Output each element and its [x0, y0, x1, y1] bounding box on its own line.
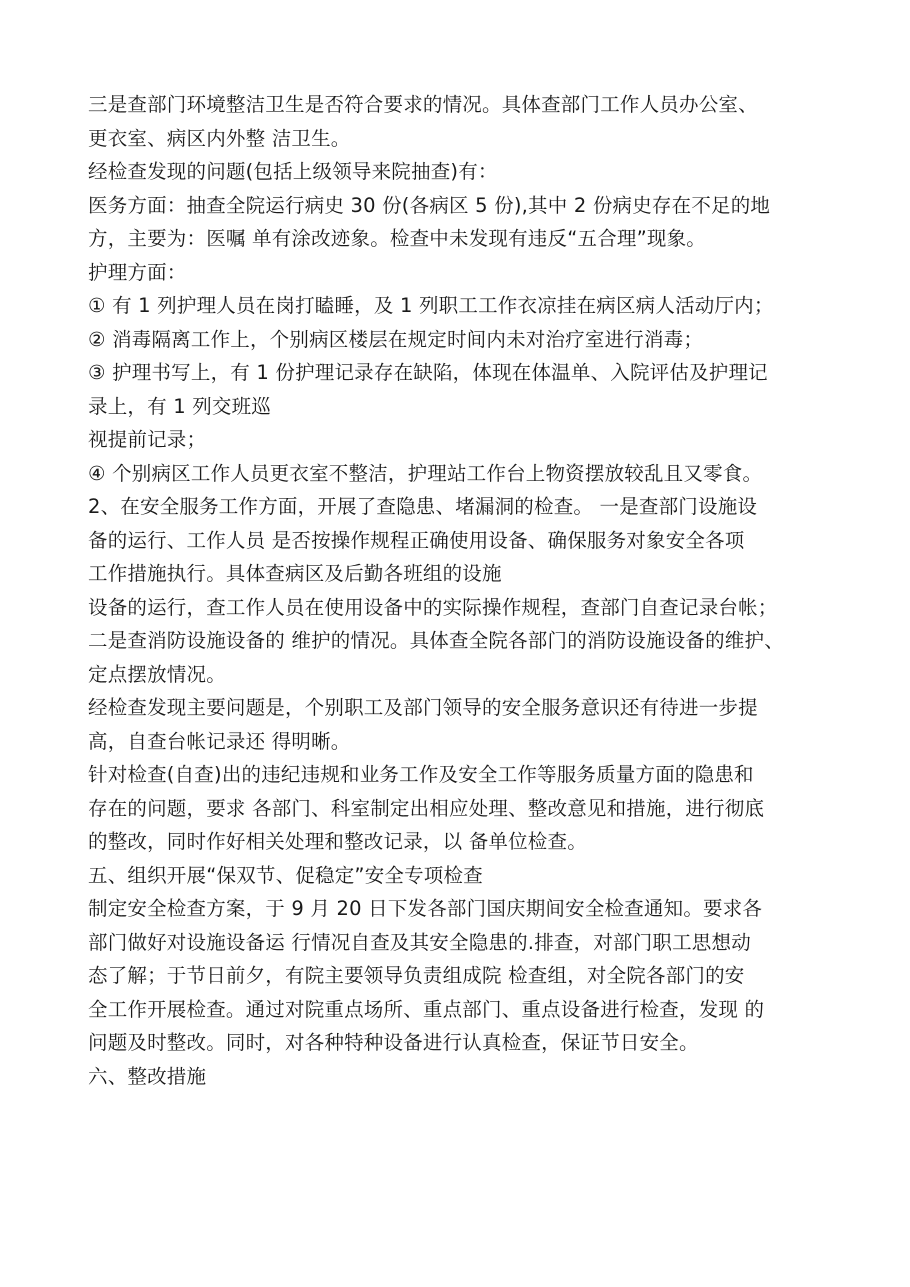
- text-line: ③ 护理书写上，有 1 份护理记录存在缺陷，体现在体温单、入院评估及护理记: [88, 361, 768, 384]
- text-line: 更衣室、病区内外整 洁卫生。: [88, 126, 351, 150]
- text-line: 高，自查台帐记录还 得明晰。: [88, 729, 351, 753]
- text-line: 护理方面：: [88, 260, 187, 284]
- text-line: 经检查发现主要问题是，个别职工及部门领导的安全服务意识还有待进一步提: [88, 696, 758, 719]
- text-line: 态了解；于节日前夕，有院主要领导负责组成院 检查组，对全院各部门的安: [88, 964, 745, 987]
- text-line: 的整改，同时作好相关处理和整改记录，以 备单位检查。: [88, 830, 587, 853]
- text-line: 方，主要为：医嘱 单有涂改迹象。检查中未发现有违反“五合理”现象。: [88, 227, 707, 250]
- document-body: [88, 88, 848, 1093]
- text-line: 全工作开展检查。通过对院重点场所、重点部门、重点设备进行检查，发现 的: [88, 997, 765, 1021]
- text-line: 二是查消防设施设备的 维护的情况。具体查全院各部门的消防设施设备的维护、: [88, 629, 784, 652]
- text-line: 问题及时整改。同时，对各种特种设备进行认真检查，保证节日安全。: [88, 1031, 699, 1054]
- text-line: 医务方面：抽查全院运行病史 30 份(各病区 5 份),其中 2 份病史存在不足的地: [88, 193, 771, 217]
- section-heading: 五、组织开展“保双节、促稳定”安全专项检查: [88, 863, 483, 887]
- text-line: 备的运行、工作人员 是否按操作规程正确使用设备、确保服务对象安全各项: [88, 528, 745, 552]
- text-line: 设备的运行，查工作人员在使用设备中的实际操作规程，查部门自查记录台帐；: [88, 595, 778, 619]
- text-line: 部门做好对设施设备运 行情况自查及其安全隐患的.排查，对部门职工思想动: [88, 930, 751, 954]
- text-line: 三是查部门环境整洁卫生是否符合要求的情况。具体查部门工作人员办公室、: [88, 93, 758, 116]
- text-line: 针对检查(自查)出的违纪违规和业务工作及安全工作等服务质量方面的隐患和: [88, 763, 754, 786]
- text-line: 2、在安全服务工作方面，开展了查隐患、堵漏洞的检查。 一是查部门设施设: [88, 495, 758, 518]
- text-line: 经检查发现的问题(包括上级领导来院抽查)有：: [88, 160, 498, 183]
- text-line: ④ 个别病区工作人员更衣室不整洁，护理站工作台上物资摆放较乱且又零食。: [88, 461, 763, 485]
- text-line: 录上，有 1 列交班巡: [88, 394, 272, 418]
- text-line: 工作措施执行。具体查病区及后勤各班组的设施: [88, 562, 502, 585]
- text-line: 存在的问题，要求 各部门、科室制定出相应处理、整改意见和措施，进行彻底: [88, 796, 765, 820]
- text-line: 制定安全检查方案，于 9 月 20 日下发各部门国庆期间安全检查通知。要求各: [88, 897, 763, 920]
- text-line: ② 消毒隔离工作上，个别病区楼层在规定时间内未对治疗室进行消毒；: [88, 327, 704, 351]
- section-heading: 六、整改措施: [88, 1064, 207, 1088]
- text-line: 定点摆放情况。: [88, 662, 226, 686]
- text-line: ① 有 1 列护理人员在岗打瞌睡，及 1 列职工工作衣凉挂在病区病人活动厅内；: [88, 294, 774, 317]
- text-line: 视提前记录；: [88, 428, 207, 451]
